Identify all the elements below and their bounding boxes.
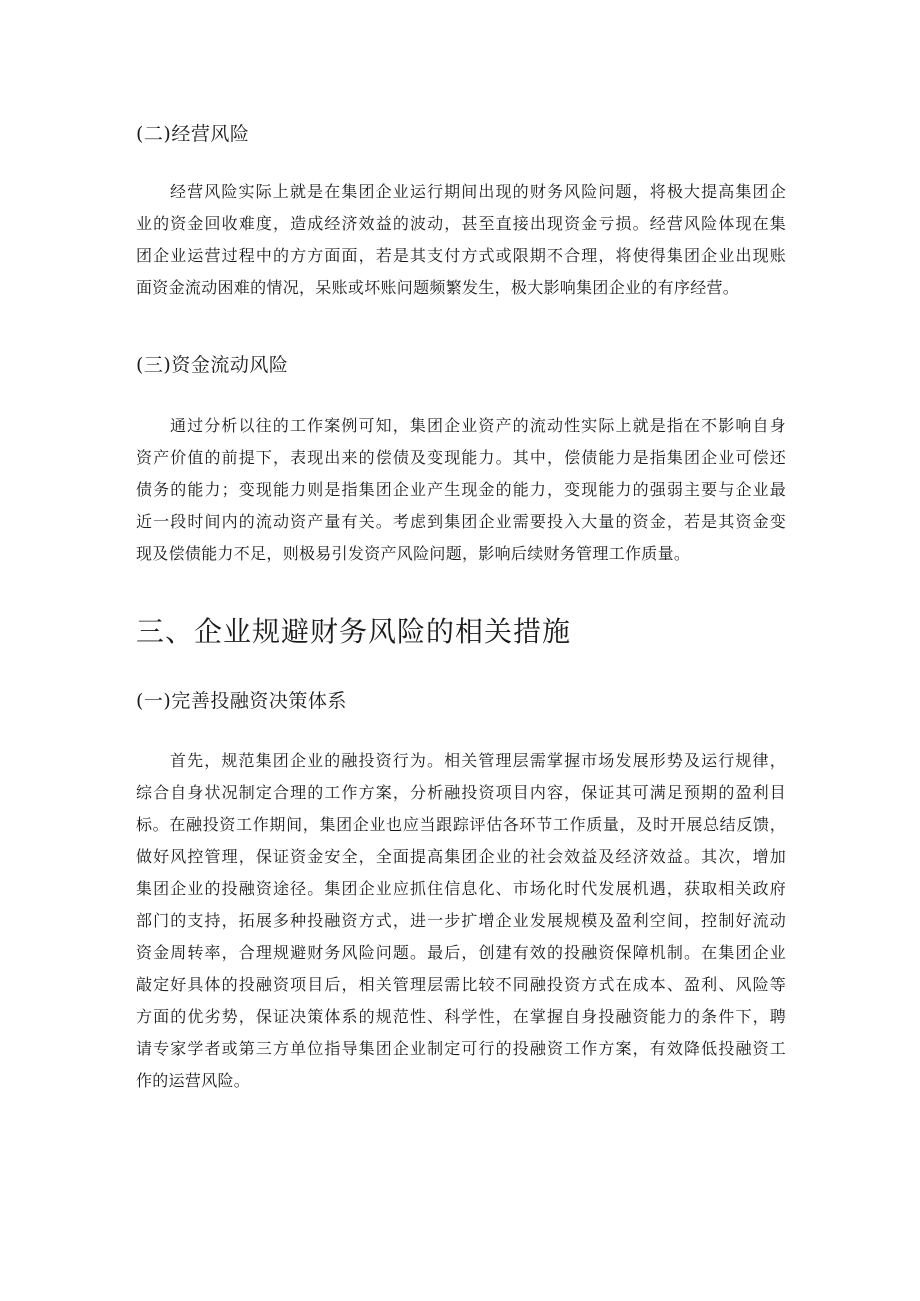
- paragraph-line: 团企业运营过程中的方方面面，若是其支付方式或限期不合理，将使得集团企业出现账: [136, 246, 786, 265]
- paragraph-line: 债务的能力；变现能力则是指集团企业产生现金的能力，变现能力的强弱主要与企业最: [136, 480, 786, 499]
- paragraph-line: 近一段时间内的流动资产量有关。考虑到集团企业需要投入大量的资金，若是其资金变: [136, 512, 786, 531]
- subheading-liquidity-risk: (三)资金流动风险: [136, 354, 289, 376]
- paragraph-line: 请专家学者或第三方单位指导集团企业制定可行的投融资工作方案，有效降低投融资工: [136, 1039, 786, 1058]
- paragraph-line: 综合自身状况制定合理的工作方案，分析融投资项目内容，保证其可满足预期的盈利目: [136, 783, 786, 802]
- paragraph-line: 资金周转率，合理规避财务风险问题。最后，创建有效的投融资保障机制。在集团企业: [136, 943, 786, 962]
- paragraph-investment-system: [136, 745, 786, 1097]
- paragraph-line: 部门的支持，拓展多种投融资方式，进一步扩增企业发展规模及盈利空间，控制好流动: [136, 911, 786, 930]
- paragraph-line: 做好风控管理，保证资金安全，全面提高集团企业的社会效益及经济效益。其次，增加: [136, 847, 786, 866]
- paragraph-operating-risk: [136, 176, 786, 304]
- paragraph-line: 经营风险实际上就是在集团企业运行期间出现的财务风险问题，将极大提高集团企: [170, 182, 786, 201]
- subheading-investment-system: (一)完善投融资决策体系: [136, 690, 347, 712]
- paragraph-line: 资产价值的前提下，表现出来的偿债及变现能力。其中，偿债能力是指集团企业可偿还: [136, 448, 786, 467]
- paragraph-line: 作的运营风险。: [136, 1071, 251, 1090]
- paragraph-line: 集团企业的投融资途径。集团企业应抓住信息化、市场化时代发展机遇，获取相关政府: [136, 879, 786, 898]
- paragraph-line: 通过分析以往的工作案例可知，集团企业资产的流动性实际上就是指在不影响自身: [170, 416, 786, 435]
- paragraph-line: 首先，规范集团企业的融投资行为。相关管理层需掌握市场发展形势及运行规律，: [170, 751, 786, 770]
- paragraph-liquidity-risk: [136, 410, 786, 570]
- paragraph-line: 敲定好具体的投融资项目后，相关管理层需比较不同融投资方式在成本、盈利、风险等: [136, 975, 786, 994]
- subheading-operating-risk: (二)经营风险: [136, 123, 250, 145]
- paragraph-line: 标。在融投资工作期间，集团企业也应当跟踪评估各环节工作质量，及时开展总结反馈，: [136, 815, 786, 834]
- paragraph-line: 现及偿债能力不足，则极易引发资产风险问题，影响后续财务管理工作质量。: [136, 544, 691, 563]
- section-heading-chapter3: 三、企业规避财务风险的相关措施: [136, 615, 572, 648]
- paragraph-line: 方面的优劣势，保证决策体系的规范性、科学性，在掌握自身投融资能力的条件下，聘: [136, 1007, 786, 1026]
- paragraph-line: 面资金流动困难的情况，呆账或坏账问题频繁发生，极大影响集团企业的有序经营。: [136, 278, 740, 297]
- paragraph-line: 业的资金回收难度，造成经济效益的波动，甚至直接出现资金亏损。经营风险体现在集: [136, 214, 786, 233]
